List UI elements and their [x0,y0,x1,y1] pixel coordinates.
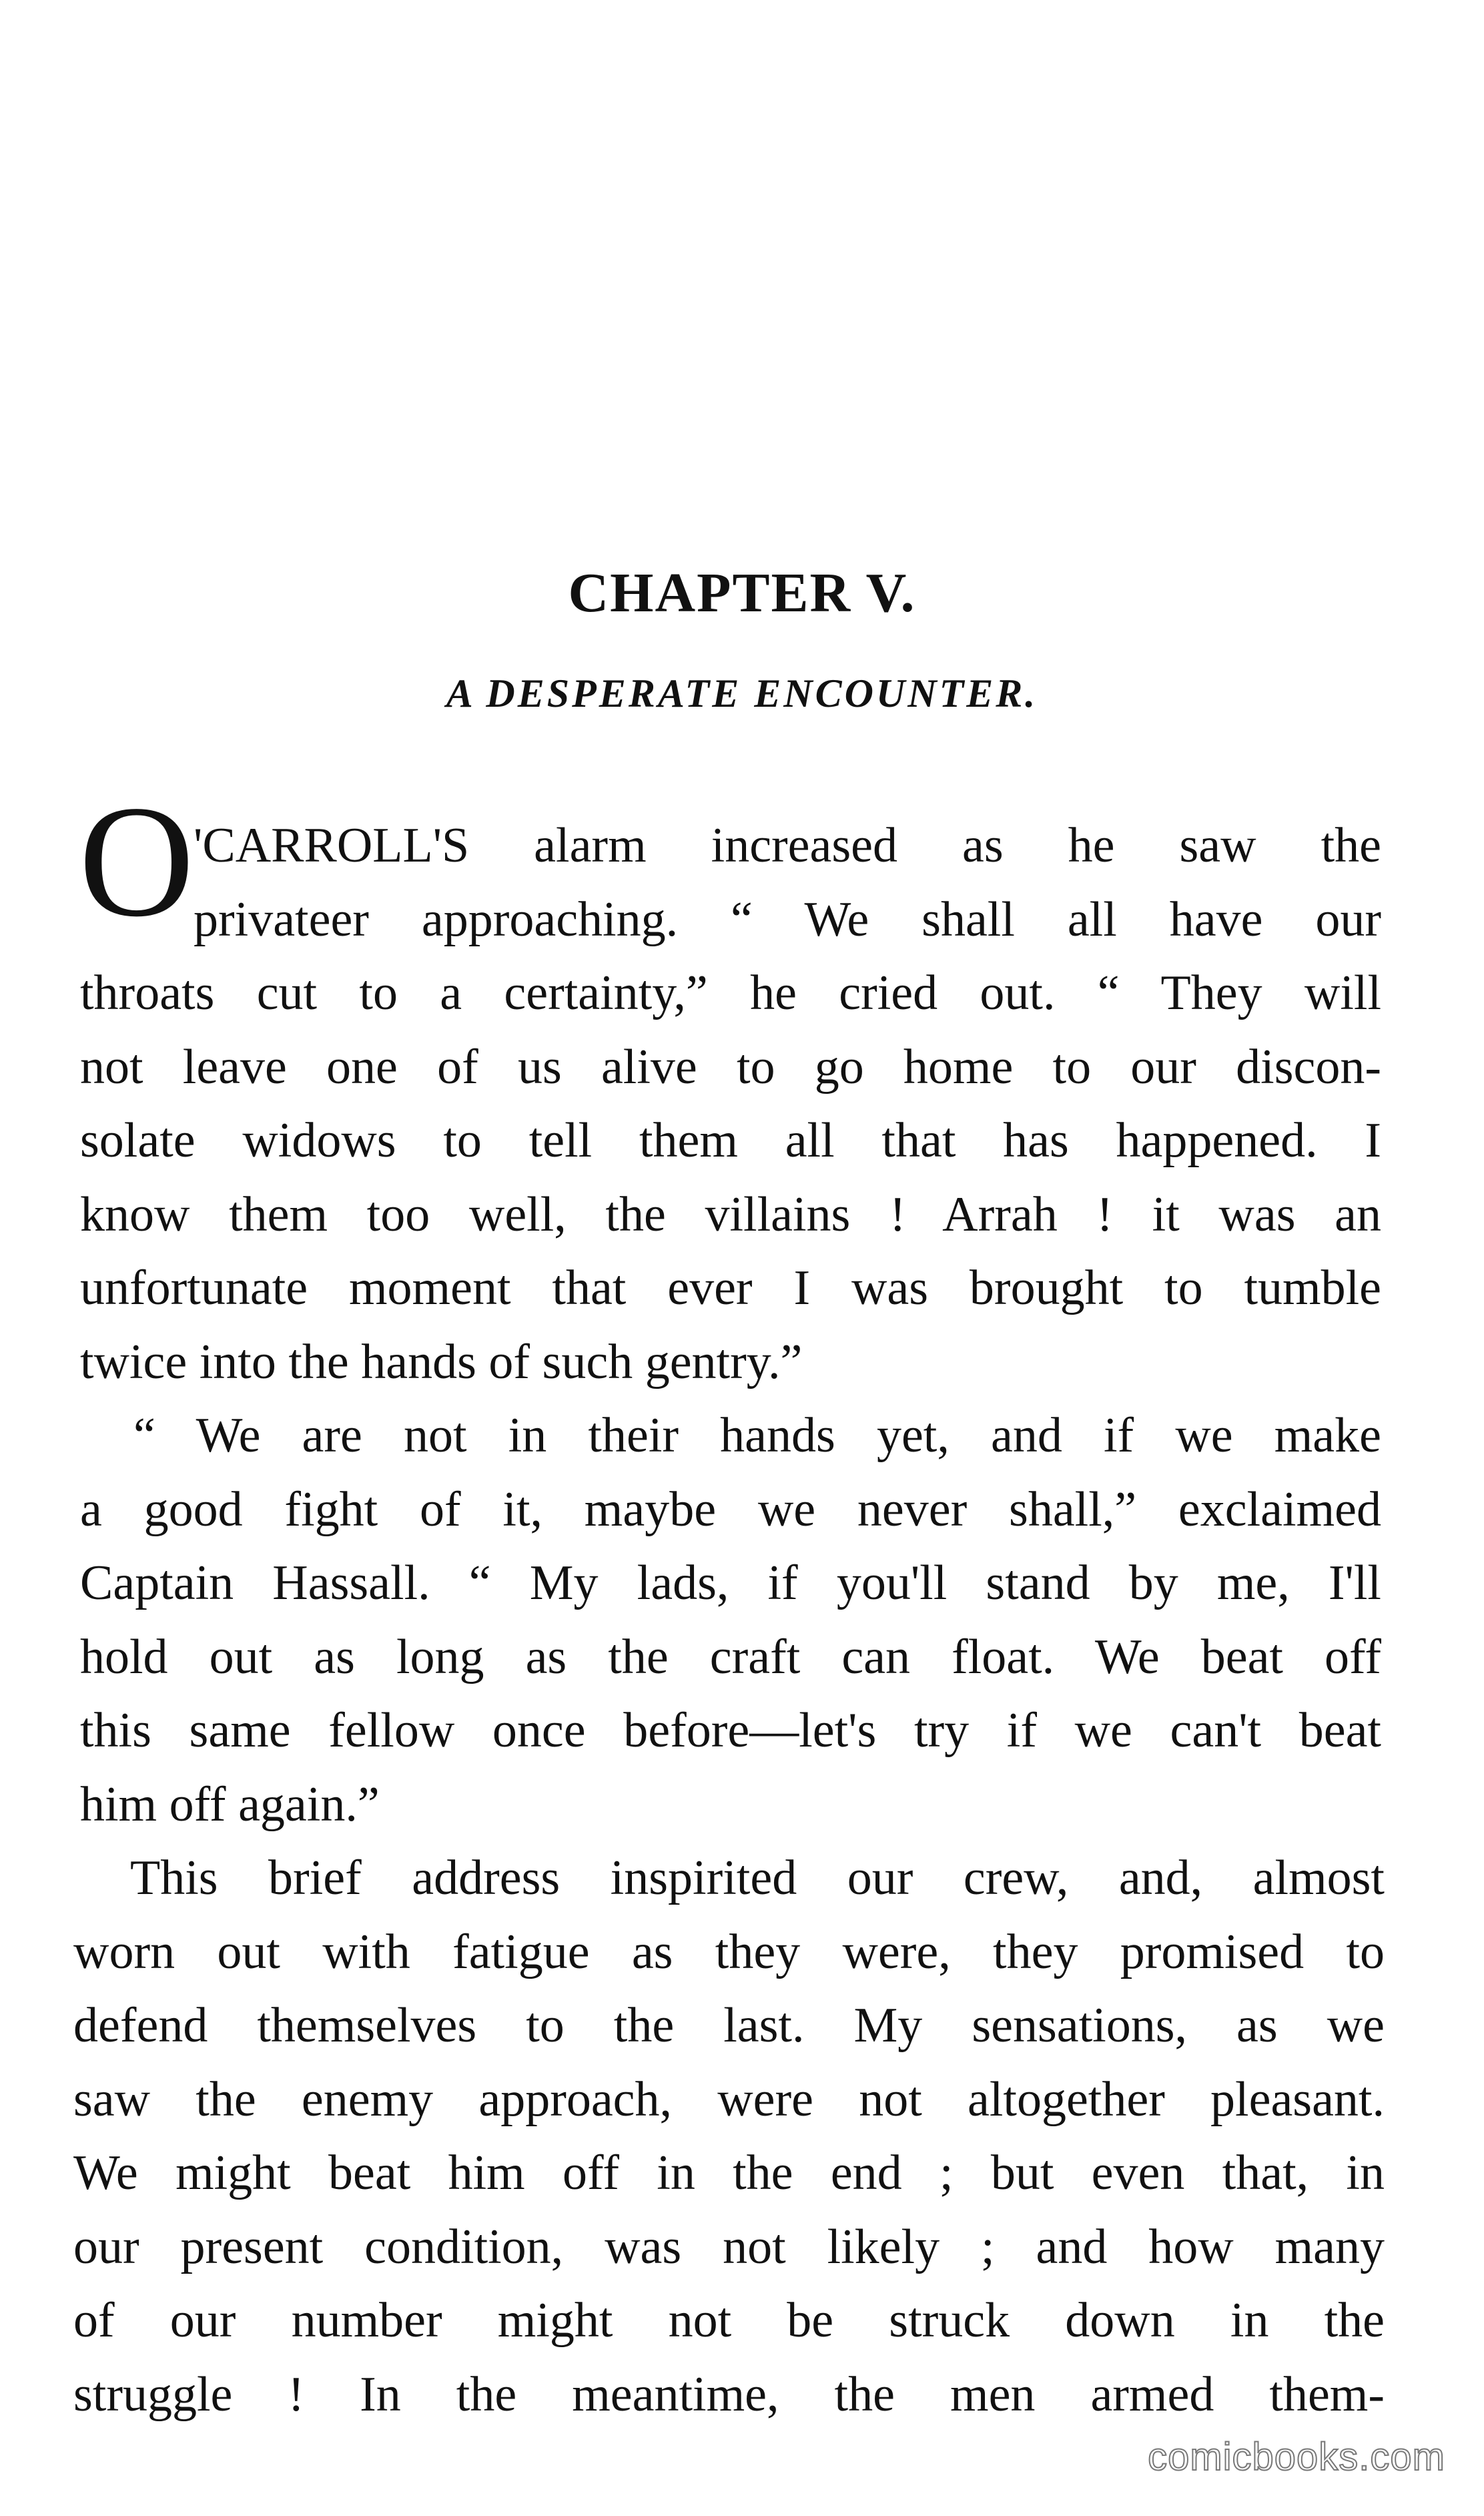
text-line: know them too well, the villains ! Arrah ! it was an [80,1187,1381,1242]
text-line: not leave one of us alive to go home to our discon- [80,1039,1381,1094]
paragraph-3 [73,1841,1385,2431]
watermark-logo: comicbooks.com [1148,2435,1445,2479]
text-line: this same fellow once before—let's try if we can't beat [80,1703,1381,1758]
text-line: solate widows to tell them all that has happened. I [80,1113,1381,1168]
text-line: We might beat him off in the end ; but even that, in [73,2146,1385,2200]
text-line: unfortunate moment that ever I was brought to tumble [80,1261,1381,1315]
text-line: struggle ! In the meantime, the men armed them- [73,2367,1385,2422]
text-line: This brief address inspirited our crew, and, almost [130,1851,1385,1905]
text-line: “ We are not in their hands yet, and if we make [133,1408,1381,1463]
paragraph-1 [80,809,1381,1399]
text-line: worn out with fatigue as they were, they promised to [73,1924,1385,1979]
drop-cap: O [79,772,195,950]
text-line: our present condition, was not likely ; and how many [73,2219,1385,2274]
chapter-subtitle: A DESPERATE ENCOUNTER. [446,671,1038,715]
chapter-title: CHAPTER V. [568,562,916,624]
text-line: him off again.” [80,1777,380,1832]
text-line: privateer approaching. “ We shall all have our [194,892,1381,947]
text-line: throats cut to a certainty,” he cried out. “ They will [80,966,1381,1020]
text-line: of our number might not be struck down in the [73,2293,1385,2348]
paragraph-2 [80,1399,1381,1841]
text-line: 'CARROLL'S alarm increased as he saw the [194,818,1381,873]
text-line: defend themselves to the last. My sensations, as we [73,1998,1385,2053]
text-line: saw the enemy approach, were not altogether pleasant. [73,2072,1385,2127]
text-line: a good fight of it, maybe we never shall,” exclaimed [80,1482,1381,1537]
text-line: twice into the hands of such gentry.” [80,1334,803,1389]
text-line: hold out as long as the craft can float. We beat off [80,1629,1381,1684]
text-line: Captain Hassall. “ My lads, if you'll stand by me, I'll [80,1556,1381,1610]
